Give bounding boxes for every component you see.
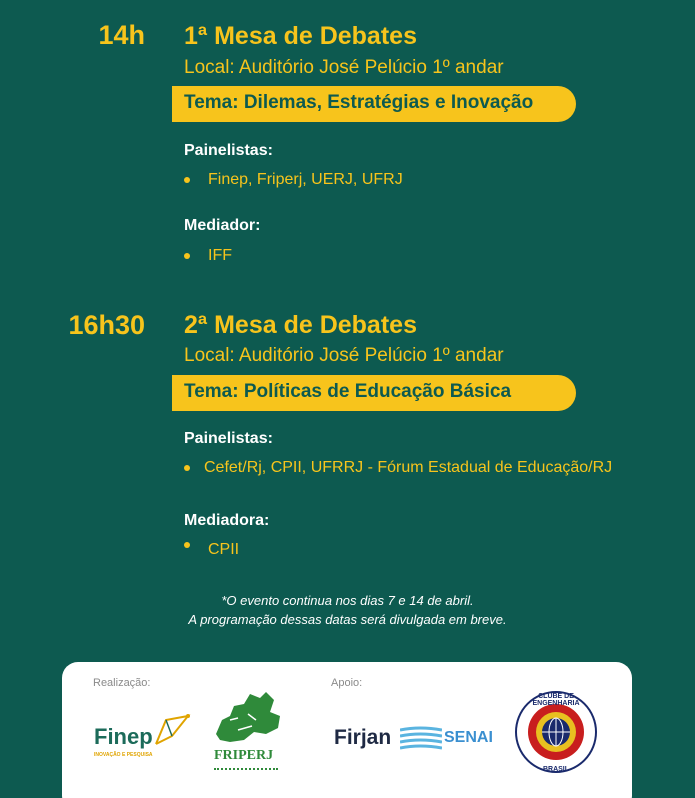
senai-wordmark: SENAI — [444, 729, 493, 746]
session-1-time: 14h — [98, 20, 145, 50]
bullet-icon — [184, 177, 190, 183]
bullet-icon — [184, 253, 190, 259]
clube-engenharia-top-text: CLUBE DE ENGENHARIA — [532, 693, 580, 707]
session-2-title: 2ª Mesa de Debates — [184, 311, 417, 339]
friperj-subtitle-lines — [214, 768, 278, 776]
finep-tagline: INOVAÇÃO E PESQUISA — [94, 752, 153, 758]
session-1-painelistas-label: Painelistas: — [184, 142, 273, 159]
session-2-painelistas: Cefet/Rj, CPII, UFRRJ - Fórum Estadual de Educação/RJ — [204, 459, 613, 476]
session-2-painelistas-label: Painelistas: — [184, 430, 273, 447]
friperj-map-icon — [208, 690, 288, 746]
friperj-wordmark: FRIPERJ — [214, 748, 274, 763]
session-1-mediador-item — [184, 247, 232, 265]
bullet-icon — [184, 465, 190, 471]
session-1-mediador: IFF — [208, 247, 232, 264]
session-1-painelistas: Finep, Friperj, UERJ, UFRJ — [208, 171, 403, 188]
session-2-mediador-item — [184, 541, 239, 559]
session-2-local: Local: Auditório José Pelúcio 1º andar — [184, 345, 504, 366]
session-1-title: 1ª Mesa de Debates — [184, 22, 417, 50]
event-note-line-1: *O evento continua nos dias 7 e 14 de abril. — [221, 593, 474, 608]
session-2-mediador-label: Mediadora: — [184, 512, 270, 529]
bullet-icon — [184, 542, 190, 548]
session-1-tema: Tema: Dilemas, Estratégias e Inovação — [172, 86, 576, 122]
firjan-senai-logo — [334, 726, 494, 756]
firjan-wordmark: Firjan — [334, 726, 392, 749]
event-note — [0, 591, 695, 629]
session-2-time: 16h30 — [68, 310, 145, 340]
finep-logo — [94, 714, 194, 764]
friperj-logo — [208, 690, 288, 780]
session-2-painelistas-item — [184, 459, 612, 477]
sponsors-panel — [62, 662, 632, 798]
session-2-mediador: CPII — [208, 541, 240, 558]
clube-engenharia-bottom-text: BRASIL — [542, 766, 570, 773]
finep-arrow-icon — [152, 714, 192, 748]
finep-wordmark: Finep — [94, 724, 153, 749]
session-1-mediador-label: Mediador: — [184, 217, 261, 234]
event-note-line-2: A programação dessas datas será divulgada em breve. — [188, 612, 507, 627]
clube-engenharia-logo — [514, 690, 598, 784]
apoio-label: Apoio: — [331, 677, 363, 689]
session-1-local: Local: Auditório José Pelúcio 1º andar — [184, 57, 504, 78]
firjan-stripes-icon — [400, 726, 442, 752]
session-1-painelistas-item — [184, 171, 403, 189]
session-2-tema: Tema: Políticas de Educação Básica — [172, 375, 576, 411]
realizacao-label: Realização: — [93, 677, 151, 689]
